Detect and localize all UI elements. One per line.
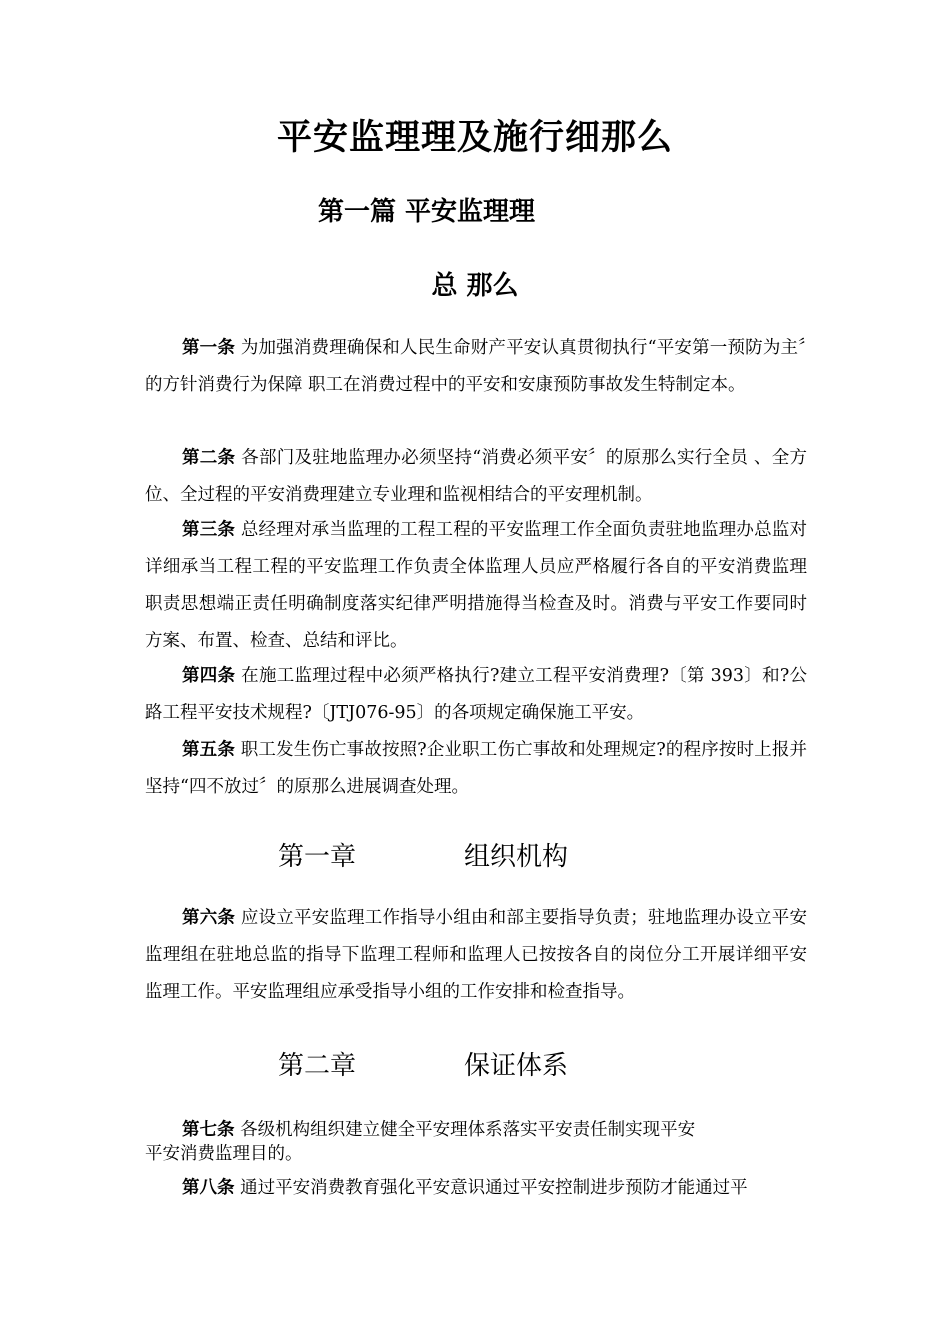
part-title: 第一篇 平安监理理 — [318, 197, 536, 227]
chapter-number: 第一章 — [278, 842, 357, 872]
article-text: 总经理对承当监理的工程工程的平安监理工作全面负责驻地监理办总监对详细承当工程工程的平安监理工作负责全体监理人员应严格履行各自的平安消费监理职责思想端正责任明确制度落实纪律严明措施得当检查及时。消费与平安工作要同时方案、布置、检查、总结和评比。 — [145, 520, 807, 651]
article-number: 第四条 — [182, 666, 236, 686]
chapter-2-heading — [278, 1046, 568, 1086]
article-7-continuation — [145, 1142, 807, 1166]
article-text: 平安消费监理目的。 — [145, 1144, 303, 1164]
article-number: 第八条 — [182, 1178, 235, 1198]
article-1 — [145, 330, 807, 404]
article-number: 第五条 — [182, 740, 235, 760]
article-text: 为加强消费理确保和人民生命财产平安认真贯彻执行“平安第一预防为主〞的方针消费行为保障 职工在消费过程中的平安和安康预防事故发生特制定本。 — [145, 338, 807, 395]
article-number: 第一条 — [182, 338, 236, 358]
article-number: 第七条 — [182, 1120, 235, 1140]
article-text: 在施工监理过程中必须严格执行?建立工程平安消费理?〔第 393〕和?公路工程平安技术规程?〔JTJ076-95〕的各项规定确保施工平安。 — [145, 666, 807, 723]
article-text: 通过平安消费教育强化平安意识通过平安控制进步预防才能通过平 — [240, 1178, 748, 1198]
chapter-number: 第二章 — [278, 1051, 357, 1081]
chapter-1-heading — [278, 837, 568, 877]
article-text: 应设立平安监理工作指导小组由和部主要指导负责；驻地监理办设立平安监理组在驻地总监的指导下监理工程师和监理人已按按各自的岗位分工开展详细平安监理工作。平安监理组应承受指导小组的工作安排和检查指导。 — [145, 908, 807, 1002]
article-7 — [145, 1118, 807, 1142]
document-title: 平安监理理及施行细那么 — [276, 117, 673, 158]
article-text: 各级机构组织建立健全平安理体系落实平安责任制实现平安 — [240, 1120, 696, 1140]
article-number: 第三条 — [182, 520, 236, 540]
article-3 — [145, 512, 807, 660]
article-number: 第六条 — [182, 908, 236, 928]
article-5 — [145, 732, 807, 806]
article-2 — [145, 440, 807, 514]
article-8 — [145, 1170, 807, 1207]
article-text: 各部门及驻地监理办必须坚持“消费必须平安〞的原那么实行全员 、全方位、全过程的平安消费理建立专业理和监视相结合的平安理机制。 — [145, 448, 807, 505]
chapter-name: 组织机构 — [464, 842, 569, 872]
general-provisions-title: 总 那么 — [431, 271, 519, 301]
article-text: 职工发生伤亡事故按照?企业职工伤亡事故和处理规定?的程序按时上报并坚持“四不放过〞的原那么进展调查处理。 — [145, 740, 808, 797]
article-6 — [145, 900, 807, 1011]
chapter-name: 保证体系 — [464, 1051, 569, 1081]
article-4 — [145, 658, 807, 732]
article-number: 第二条 — [182, 448, 236, 468]
